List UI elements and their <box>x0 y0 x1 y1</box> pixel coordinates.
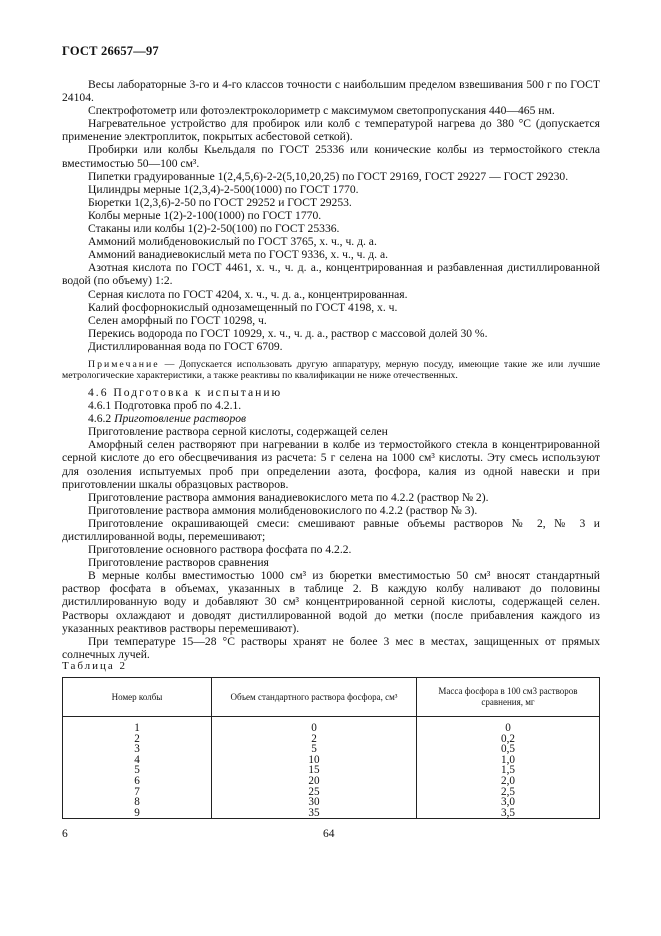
table-cell: 3,5 <box>417 808 600 819</box>
paragraph: Приготовление раствора серной кислоты, содержащей селен <box>88 425 388 439</box>
table-cell: 25 <box>212 787 417 798</box>
table-row <box>63 744 600 755</box>
paragraph: Аммоний ванадиевокислый мета по ГОСТ 9336, х. ч., ч. д. а. <box>88 248 389 262</box>
table-cell: 1 <box>63 717 212 734</box>
table-cell: 2,0 <box>417 776 600 787</box>
paragraph: Аммоний молибденовокислый по ГОСТ 3765, х. ч., ч. д. а. <box>88 235 377 249</box>
table-cell: 10 <box>212 755 417 766</box>
subsection: 4.6.1 Подготовка проб по 4.2.1. <box>88 399 242 413</box>
table-2 <box>62 677 600 819</box>
table-header-cell: Объем стандартного раствора фосфора, см³ <box>212 678 417 717</box>
paragraph: Пробирки или колбы Кьельдаля по ГОСТ 25336 или конические колбы из термостойкого стекла вместимостью 50—100 см³. <box>62 143 600 170</box>
paragraph: Приготовление окрашивающей смеси: смешивают равные объемы растворов № 2, № 3 и дистиллированной воды, перемешивают; <box>62 516 600 543</box>
section-heading: 4.6 Подготовка к испытанию <box>88 385 283 399</box>
table-cell: 3 <box>63 744 212 755</box>
table-row <box>63 717 600 734</box>
table-cell: 1,0 <box>417 755 600 766</box>
table-cell: 0,5 <box>417 744 600 755</box>
note-text: — Допускается использовать другую аппаратуру, мерную посуду, имеющие такие же или лучшие метрологические характеристики, а также реактивы по квалификации не ниже отечественных. <box>62 358 600 382</box>
table-header-cell: Масса фосфора в 100 см3 растворов сравнения, мг <box>417 678 600 717</box>
paragraph: Приготовление раствора аммония молибденовокислого по 4.2.2 (раствор № 3). <box>88 503 478 517</box>
table-row <box>63 755 600 766</box>
table-row <box>63 734 600 745</box>
table-row <box>63 787 600 798</box>
subsection-title: Приготовление растворов <box>114 412 247 426</box>
paragraph: Перекись водорода по ГОСТ 10929, х. ч., ч. д. а., раствор с массовой долей 30 %. <box>88 326 488 340</box>
paragraph: Пипетки градуированные 1(2,4,5,6)-2-2(5,10,20,25) по ГОСТ 29169, ГОСТ 29227 — ГОСТ 29230. <box>88 169 569 183</box>
table-cell: 1,5 <box>417 765 600 776</box>
table-row <box>63 808 600 819</box>
paragraph: В мерные колбы вместимостью 1000 см³ из бюретки вместимостью 50 см³ вносят стандартный раствор фосфата в объемах, указанных в таблице 2. В каждую колбу наливают до половины дистиллированную воду и добавляют 30 см³ концентрированной серной кислоты, содержащей селен. Растворы охлаждают и доводят дистиллированной водой до метки (после прибавления каждого из указанных реактивов растворы перемешивают). <box>62 569 600 635</box>
table-cell: 0 <box>212 717 417 734</box>
paragraph: Азотная кислота по ГОСТ 4461, х. ч., ч. д. а., концентрированная и разбавленная дистиллированной водой (по объему) 1:2. <box>62 261 600 288</box>
paragraph: Весы лабораторные 3-го и 4-го классов точности с наибольшим пределом взвешивания 500 г по ГОСТ 24104. <box>62 78 600 105</box>
table-cell: 3,0 <box>417 797 600 808</box>
table-cell: 6 <box>63 776 212 787</box>
table-row <box>63 776 600 787</box>
table-cell: 20 <box>212 776 417 787</box>
paragraph: При температуре 15—28 °С растворы хранят не более 3 мес в местах, защищенных от прямых солнечных лучей. <box>62 634 600 661</box>
table-cell: 8 <box>63 797 212 808</box>
table-cell: 15 <box>212 765 417 776</box>
table-cell: 0,2 <box>417 734 600 745</box>
paragraph: Спектрофотометр или фотоэлектроколориметр с максимумом светопропускания 440—465 нм. <box>88 104 555 118</box>
paragraph: Дистиллированная вода по ГОСТ 6709. <box>88 339 283 353</box>
note <box>62 359 600 382</box>
note-label: Примечание <box>88 358 160 370</box>
paragraph: Приготовление основного раствора фосфата по 4.2.2. <box>88 543 352 557</box>
paragraph: Бюретки 1(2,3,6)-2-50 по ГОСТ 29252 и ГОСТ 29253. <box>88 195 352 209</box>
paragraph: Калий фосфорнокислый однозамещенный по ГОСТ 4198, х. ч. <box>88 300 398 314</box>
table-row <box>63 765 600 776</box>
page-number-left: 6 <box>62 828 68 840</box>
paragraph: Приготовление растворов сравнения <box>88 556 269 570</box>
paragraph: Аморфный селен растворяют при нагревании в колбе из термостойкого стекла в концентрированной серной кислоте до его обесцвечивания из расчета: 5 г селена на 1000 см³ кислоты. Эту смесь используют для озоления испытуемых проб при определении азота, фосфора, калия из одной навески и при приготовлении шкалы образцовых растворов. <box>62 438 600 491</box>
table-cell: 4 <box>63 755 212 766</box>
document-body <box>62 78 600 661</box>
paragraph: Колбы мерные 1(2)-2-100(1000) по ГОСТ 1770. <box>88 208 322 222</box>
table-row <box>63 797 600 808</box>
paragraph: Приготовление раствора аммония ванадиевокислого мета по 4.2.2 (раствор № 2). <box>88 490 489 504</box>
table-cell: 35 <box>212 808 417 819</box>
table-cell: 9 <box>63 808 212 819</box>
subsection <box>62 412 600 425</box>
table-header-cell: Номер колбы <box>63 678 212 717</box>
table-cell: 2,5 <box>417 787 600 798</box>
table-cell: 2 <box>212 734 417 745</box>
table-cell: 0 <box>417 717 600 734</box>
table-caption: Таблица 2 <box>62 660 128 672</box>
table-cell: 2 <box>63 734 212 745</box>
table-cell: 5 <box>63 765 212 776</box>
subsection-number: 4.6.2 <box>88 412 115 426</box>
table-header-row <box>63 678 600 717</box>
paragraph: Цилиндры мерные 1(2,3,4)-2-500(1000) по ГОСТ 1770. <box>88 182 359 196</box>
paragraph: Стаканы или колбы 1(2)-2-50(100) по ГОСТ 25336. <box>88 222 340 236</box>
paragraph: Селен аморфный по ГОСТ 10298, ч. <box>88 313 267 327</box>
table-cell: 7 <box>63 787 212 798</box>
document-header: ГОСТ 26657—97 <box>62 44 159 58</box>
paragraph: Серная кислота по ГОСТ 4204, х. ч., ч. д. а., концентрированная. <box>88 287 408 301</box>
table-cell: 30 <box>212 797 417 808</box>
paragraph: Нагревательное устройство для пробирок или колб с температурой нагрева до 380 °С (допускается применение электроплиток, покрытых асбестовой сеткой). <box>62 117 600 144</box>
page-number-center: 64 <box>323 828 335 840</box>
table-cell: 5 <box>212 744 417 755</box>
